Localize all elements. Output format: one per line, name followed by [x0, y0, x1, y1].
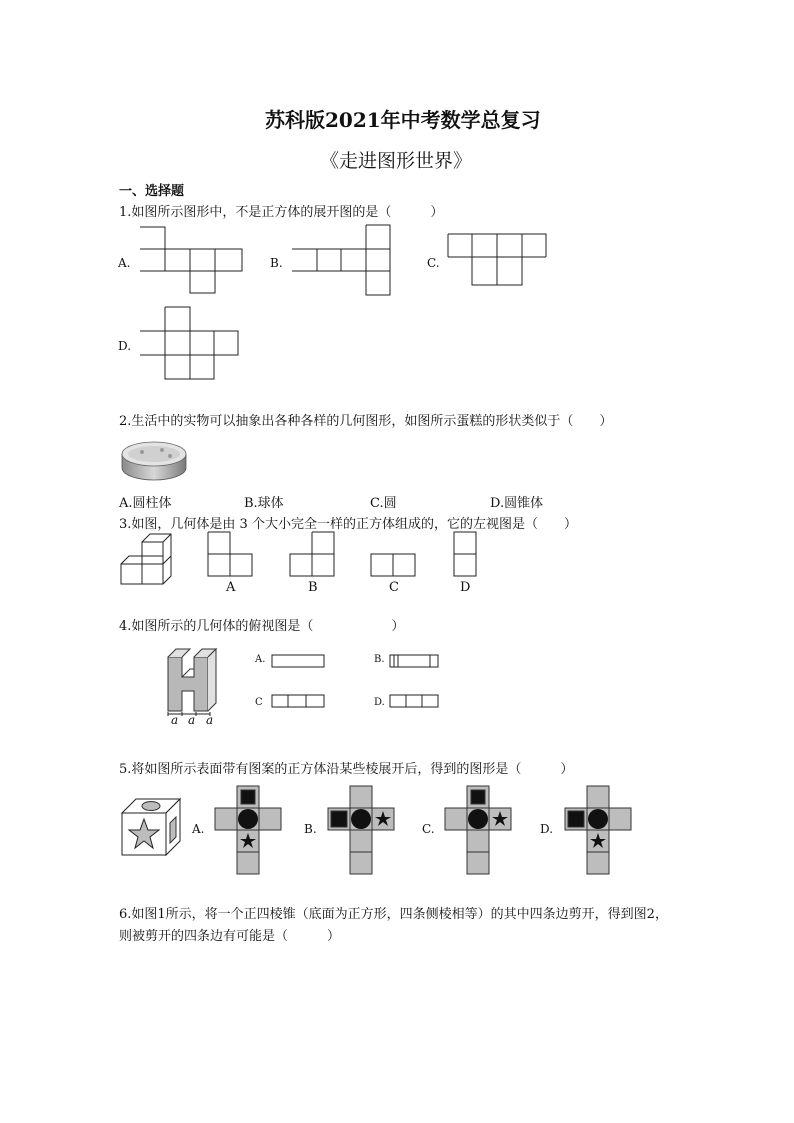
- q1-option-b-label: B.: [270, 256, 283, 270]
- q4-view-c: [270, 693, 326, 709]
- q5-net-c: [443, 784, 515, 878]
- section-heading: 一、选择题: [119, 184, 185, 199]
- q5-option-a-label: A.: [192, 822, 205, 836]
- q5-option-d-label: D.: [540, 822, 554, 836]
- q3-view-d: [452, 530, 478, 578]
- q1-net-c: [446, 232, 550, 290]
- q4-view-d: [388, 693, 440, 709]
- q5-net-b: [326, 784, 398, 878]
- question-5-text: 5.将如图所示表面带有图案的正方体沿某些棱展开后，得到的图形是（ ）: [119, 762, 574, 777]
- q3-label-d: D: [460, 580, 471, 595]
- q4-option-d-label: D.: [374, 697, 385, 708]
- q3-view-a: [206, 530, 254, 578]
- q3-label-b: B: [308, 580, 318, 595]
- q5-net-a: [213, 784, 285, 878]
- question-2-text: 2.生活中的实物可以抽象出各种各样的几何图形，如图所示蛋糕的形状类似于（ ）: [119, 414, 613, 429]
- page-title: 苏科版2021年中考数学总复习: [265, 108, 541, 132]
- q4-dim-a2: a: [188, 713, 196, 727]
- q4-h-solid: [164, 645, 228, 713]
- q4-dim-a3: a: [206, 713, 214, 727]
- q3-view-b: [288, 530, 336, 578]
- q2-option-d: D.圆锥体: [490, 496, 544, 511]
- page-subtitle: 《走进图形世界》: [320, 150, 473, 172]
- q1-option-a-label: A.: [118, 256, 131, 270]
- q5-net-d: [563, 784, 635, 878]
- q4-option-c-label: C: [255, 697, 263, 708]
- q4-dim-a1: a: [171, 713, 179, 727]
- question-6-line-1: 6.如图1所示，将一个正四棱锥（底面为正方形，四条侧棱相等）的其中四条边剪开，得到图2，: [119, 907, 668, 922]
- q2-option-a: A.圆柱体: [119, 496, 172, 511]
- q3-label-a: A: [226, 580, 236, 595]
- question-6-line-2: 则被剪开的四条边有可能是（ ）: [119, 929, 341, 944]
- q1-net-b: [290, 222, 400, 298]
- question-1-text: 1.如图所示图形中，不是正方体的展开图的是（ ）: [119, 205, 444, 220]
- q5-option-c-label: C.: [422, 822, 435, 836]
- q4-view-a: [270, 653, 326, 669]
- q1-net-d: [138, 305, 242, 383]
- q3-view-c: [369, 552, 417, 578]
- question-3-text: 3.如图，几何体是由 3 个大小完全一样的正方体组成的，它的左视图是（ ）: [119, 517, 577, 532]
- q2-option-b: B.球体: [244, 496, 284, 511]
- q4-option-b-label: B.: [374, 654, 385, 665]
- question-4-text: 4.如图所示的几何体的俯视图是（ ）: [119, 619, 405, 634]
- q4-option-a-label: A.: [255, 654, 266, 665]
- q5-option-b-label: B.: [304, 822, 317, 836]
- q1-option-d-label: D.: [118, 339, 132, 353]
- q3-solid: [118, 530, 176, 586]
- q2-option-c: C.圆: [370, 496, 397, 511]
- q5-cube: [118, 795, 184, 859]
- cake-image: [118, 432, 190, 484]
- q3-label-c: C: [389, 580, 399, 595]
- q1-option-c-label: C.: [427, 256, 440, 270]
- q1-net-a: [138, 222, 248, 296]
- q4-view-b: [388, 653, 440, 669]
